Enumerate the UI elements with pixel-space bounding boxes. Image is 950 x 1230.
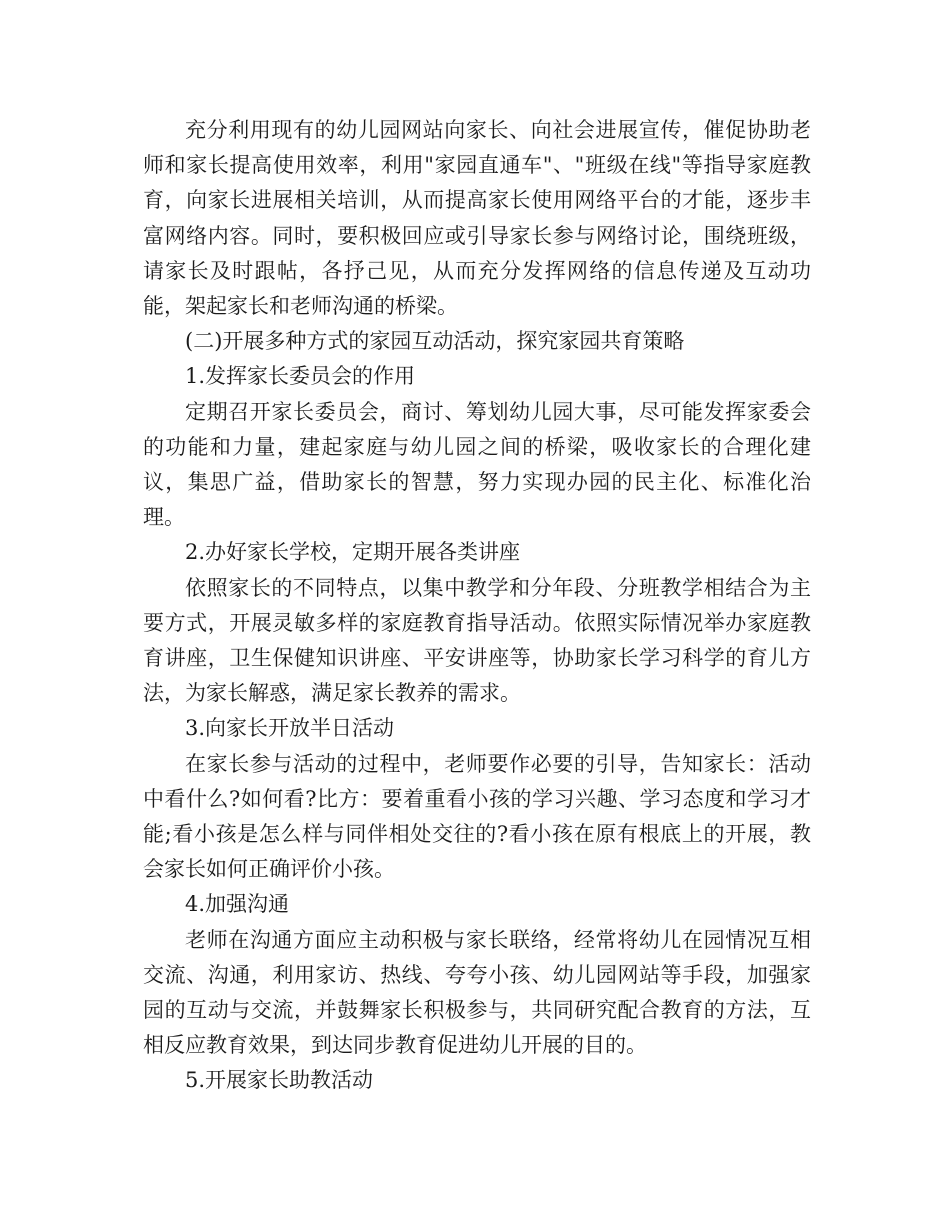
- item-heading-parent-assistant: 5.开展家长助教活动: [185, 1068, 374, 1093]
- item-heading-parent-school: 2.办好家长学校，定期开展各类讲座: [185, 540, 521, 565]
- paragraph-website-promotion: 充分利用现有的幼儿园网站向家长、向社会进展宣传，催促协助老师和家长提高使用效率，利用"家园直通车"、"班级在线"等指导家庭教育，向家长进展相关培训，从而提高家长使用网络平台的才能，逐步丰富网络内容。同时，要积极回应或引导家长参与网络讨论，围绕班级，请家长及时跟帖，各抒己见，从而充分发挥网络的信息传递及互动功能，架起家长和老师沟通的桥梁。: [143, 118, 811, 319]
- paragraph-parent-committee: 定期召开家长委员会，商讨、筹划幼儿园大事，尽可能发挥家委会的功能和力量，建起家庭与幼儿园之间的桥梁，吸收家长的合理化建议，集思广益，借助家长的智慧，努力实现办园的民主化、标准化治理。: [143, 399, 811, 530]
- section-heading-home-school-activities: (二)开展多种方式的家园互动活动，探究家园共育策略: [185, 329, 685, 354]
- paragraph-open-day: 在家长参与活动的过程中，老师要作必要的引导，告知家长：活动中看什么?如何看?比方：要着重看小孩的学习兴趣、学习态度和学习才能;看小孩是怎么样与同伴相处交往的?看小孩在原有根底上的开展，教会家长如何正确评价小孩。: [143, 751, 811, 882]
- item-heading-open-day: 3.向家长开放半日活动: [185, 716, 395, 741]
- paragraph-parent-school: 依照家长的不同特点，以集中教学和分年段、分班教学相结合为主要方式，开展灵敏多样的家庭教育指导活动。依照实际情况举办家庭教育讲座，卫生保健知识讲座、平安讲座等，协助家长学习科学的育儿方法，为家长解惑，满足家长教养的需求。: [143, 575, 811, 706]
- item-heading-communication: 4.加强沟通: [185, 892, 290, 917]
- paragraph-communication: 老师在沟通方面应主动积极与家长联络，经常将幼儿在园情况互相交流、沟通，利用家访、热线、夸夸小孩、幼儿园网站等手段，加强家园的互动与交流，并鼓舞家长积极参与，共同研究配合教育的方法，互相反应教育效果，到达同步教育促进幼儿开展的目的。: [143, 927, 811, 1058]
- item-heading-parent-committee: 1.发挥家长委员会的作用: [185, 364, 416, 389]
- document-body: [143, 113, 811, 1099]
